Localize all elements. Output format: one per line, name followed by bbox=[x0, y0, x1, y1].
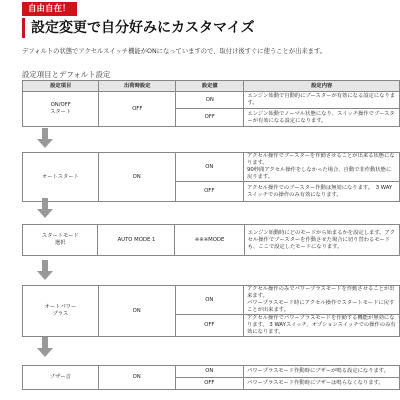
value-cell: OFF bbox=[175, 378, 243, 390]
value-cell: OFF bbox=[175, 315, 243, 337]
content-cell: パワープラスモード作動時にブザーが鳴る設定になります。 bbox=[244, 366, 400, 378]
content-cell: アクセル操作でパワープラスモードを作動する機能が無効になります。 3 WAYスイッチ、オプションスイッチでの操作のみ有効になります。 bbox=[243, 315, 399, 337]
page-title: 設定変更で自分好みにカスタマイズ bbox=[22, 18, 255, 38]
item-cell: オートスタート bbox=[23, 153, 99, 202]
settings-table-auto-power-plus bbox=[22, 285, 400, 337]
header-value: 設定値 bbox=[176, 81, 244, 92]
value-cell: ON bbox=[176, 92, 244, 109]
settings-table-auto-start bbox=[22, 152, 400, 202]
heading-tag: 自由自在！ bbox=[22, 2, 77, 16]
value-cell: ON bbox=[175, 153, 243, 182]
section-title: 設定項目とデフォルト設定 bbox=[22, 70, 111, 79]
down-arrow-icon bbox=[37, 337, 53, 359]
factory-cell: ON bbox=[98, 153, 175, 202]
header-item: 設定項目 bbox=[23, 81, 99, 92]
factory-cell: OFF bbox=[99, 92, 176, 127]
factory-cell: ON bbox=[98, 286, 175, 337]
down-arrow-icon bbox=[37, 260, 53, 282]
content-cell: アクセル操作のみでパワープラスモードを作動させることが出来ます。 パワープラスモード時にアクセル操作でスタートモードに戻すことが出来ます。 bbox=[243, 286, 399, 315]
value-cell: ※※※MODE bbox=[175, 225, 244, 256]
content-cell: エンジン始動でノーマル状態になり、スイッチ操作でブースターが有効になる設定になります。 bbox=[244, 109, 400, 127]
content-cell: エンジン始動時にどのモードから始まるかを設定します。アクセル操作でブースターを作動させた場合に切り替わるモードも、ここで設定したモードになります。 bbox=[244, 225, 399, 256]
content-cell: エンジン始動で自動的にブースターが有効になる設定になります。 bbox=[244, 92, 400, 109]
item-cell: ON/OFF スタート bbox=[23, 92, 99, 127]
down-arrow-icon bbox=[37, 198, 53, 220]
item-cell: ブザー音 bbox=[23, 366, 99, 390]
header-content: 設定内容 bbox=[244, 81, 400, 92]
settings-table-on-off-start bbox=[22, 80, 400, 127]
value-cell: ON bbox=[175, 366, 243, 378]
value-cell: ON bbox=[175, 286, 243, 315]
item-cell: スタートモード 選択 bbox=[23, 225, 98, 256]
content-cell: アクセル操作でブースターを作動させることが出来る状態になります。 90秒間アクセル操作をしなかった場合、自動で非作動状態に戻ります。 bbox=[243, 153, 399, 182]
value-cell: OFF bbox=[175, 182, 243, 202]
factory-cell: ON bbox=[98, 366, 175, 390]
factory-cell: AUTO MODE 1 bbox=[98, 225, 175, 256]
settings-table-start-mode bbox=[22, 224, 400, 256]
intro-text: デフォルトの状態でアクセルスイッチ機能がONになっていますので、取付け後すぐに使うことが出来ます。 bbox=[22, 48, 327, 55]
item-cell: オートパワー プラス bbox=[23, 286, 99, 337]
down-arrow-icon bbox=[37, 128, 53, 150]
settings-table-buzzer bbox=[22, 365, 400, 390]
content-cell: パワープラスモード作動時にブザーは鳴らなくなります。 bbox=[244, 378, 400, 390]
value-cell: OFF bbox=[176, 109, 244, 127]
header-factory: 出荷時設定 bbox=[99, 81, 176, 92]
content-cell: アクセル操作でのブースター作動は無効になります。 3 WAYスイッチでの操作のみ有効になります。 bbox=[243, 182, 399, 202]
